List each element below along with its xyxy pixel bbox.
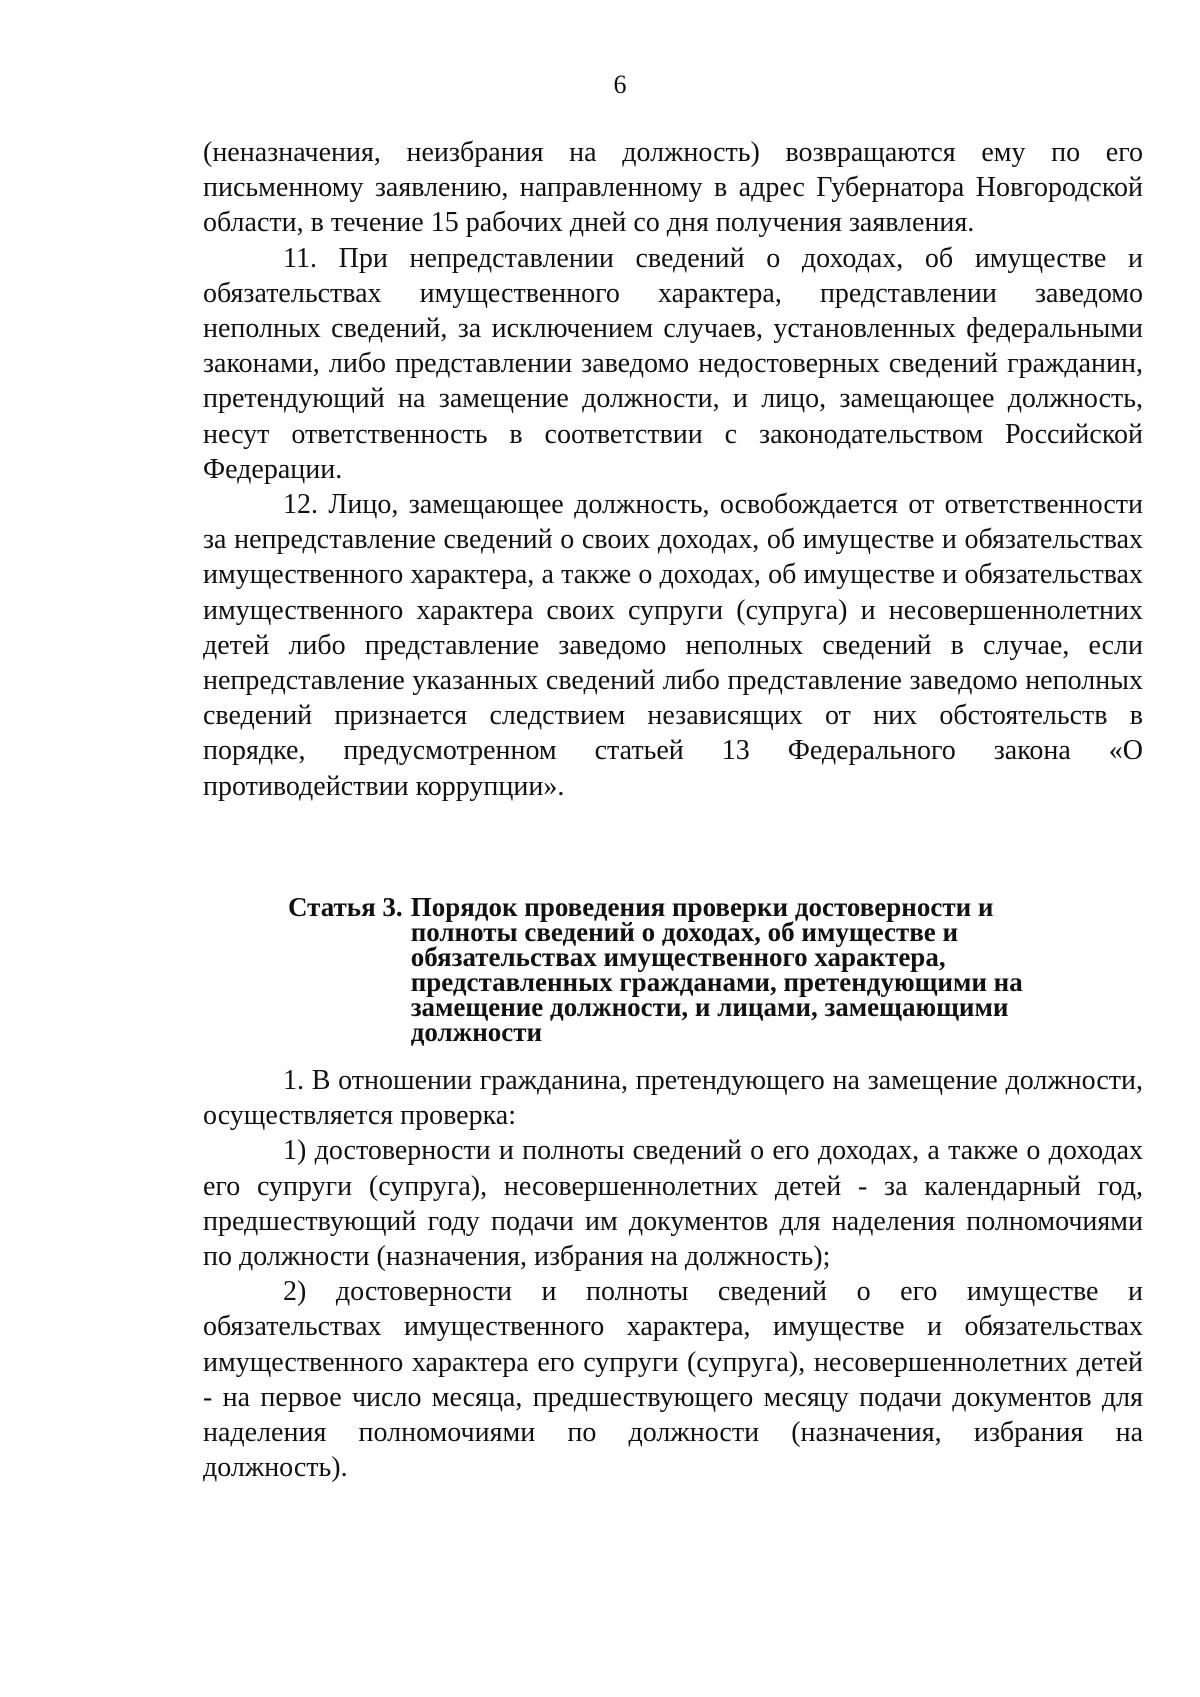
paragraph-article3-1: 1. В отношении гражданина, претендующего на замещение должности, осуществляется проверка: [203, 1065, 1143, 1132]
article-label: Статья 3. [288, 892, 403, 922]
paragraph-article3-1-2: 2) достоверности и полноты сведений о его имуществе и обязательствах имущественного характера, имуществе и обязательствах имущественного характера его супруги (супруга), несовершеннолетних детей - на первое число месяца, предшествующего месяцу подачи документов для наделения полномочиями по должности (назначения, избрания на должность). [203, 1276, 1143, 1484]
paragraph-article3-1-1: 1) достоверности и полноты сведений о его доходах, а также о доходах его супруги (супруга), несовершеннолетних детей - за календарный год, предшествующий году подачи им документов для наделения полномочиями по должности (назначения, избрания на должность); [203, 1135, 1143, 1273]
paragraph-continuation: (неназначения, неизбрания на должность) возвращаются ему по его письменному заявлению, направленному в адрес Губернатора Новгородской области, в течение 15 рабочих дней со дня получения заявления. [203, 137, 1143, 239]
article-heading [288, 892, 1098, 1047]
body-section-article-3 [203, 1063, 1143, 1485]
article-title: Порядок проведения проверки достоверности и полноты сведений о доходах, об имуществе и обязательствах имущественного характера, представленных гражданами, претендующими на замещение должности, и лицами, замещающими должности [410, 892, 1023, 1047]
paragraph-12: 12. Лицо, замещающее должность, освобождается от ответственности за непредставление сведений о своих доходах, об имуществе и обязательствах имущественного характера, а также о доходах, об имуществе и обязательствах имущественного характера своих супруги (супруга) и несовершеннолетних детей либо представление заведомо неполных сведений в случае, если непредставление указанных сведений либо представление заведомо неполных сведений признается следствием независящих от них обстоятельств в порядке, предусмотренном статьей 13 Федерального закона «О противодействии коррупции». [203, 489, 1143, 802]
page-number: 6 [613, 70, 627, 99]
paragraph-11: 11. При непредставлении сведений о доходах, об имуществе и обязательствах имущественного характера, представлении заведомо неполных сведений, за исключением случаев, установленных федеральными законами, либо представлении заведомо недостоверных сведений гражданин, претендующий на замещение должности, и лицо, замещающее должность, несут ответственность в соответствии с законодательством Российской Федерации. [203, 242, 1143, 485]
body-section-top [203, 135, 1143, 804]
